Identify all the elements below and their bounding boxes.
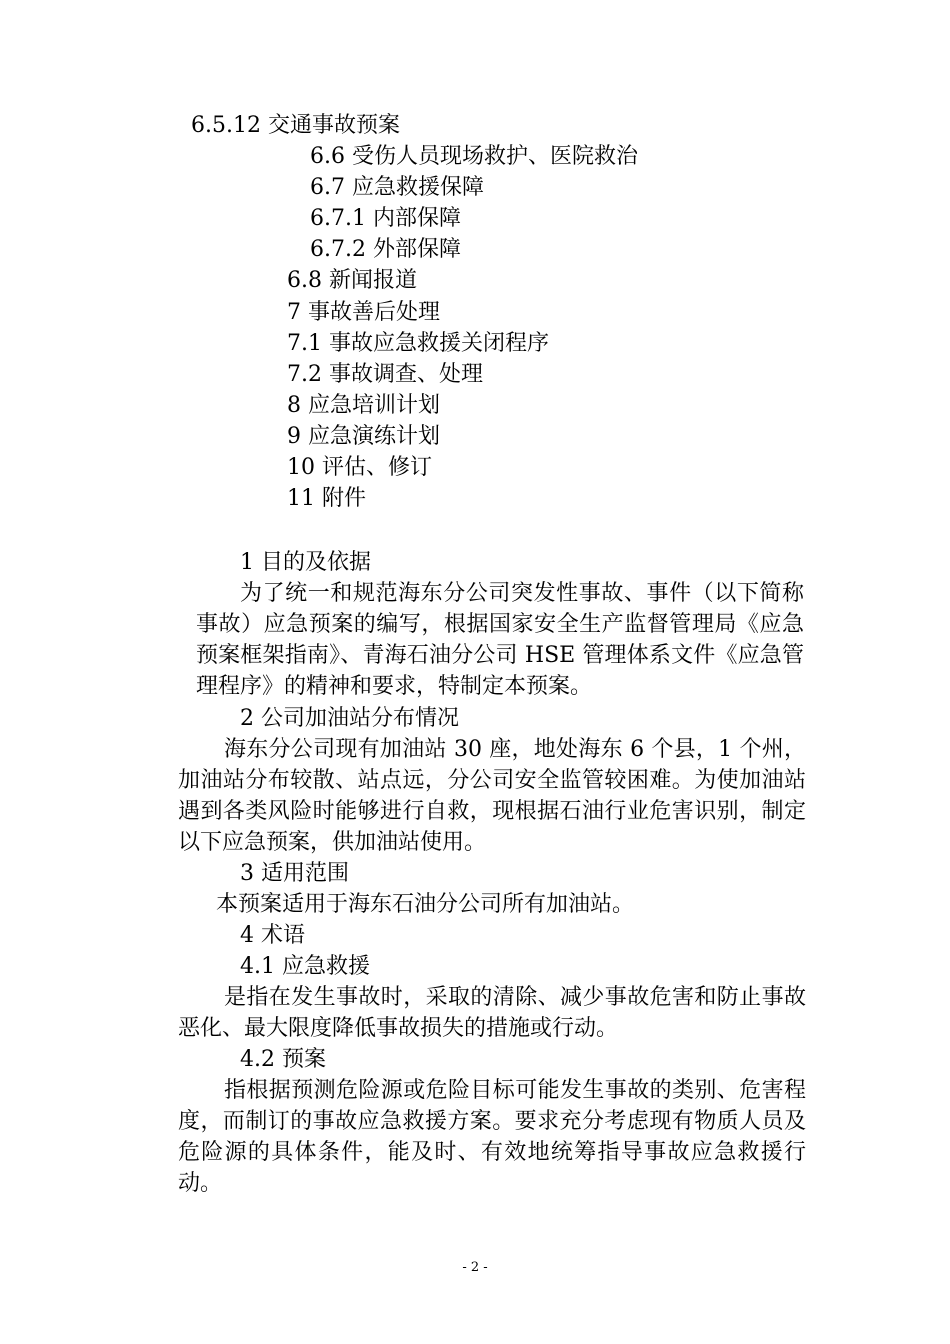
toc-line: 6.7 应急救援保障 <box>310 175 484 200</box>
toc-line: 8 应急培训计划 <box>287 393 440 418</box>
toc-line: 6.8 新闻报道 <box>287 268 417 293</box>
section-heading: 1 目的及依据 <box>240 550 371 575</box>
toc-line: 6.7.2 外部保障 <box>310 237 461 262</box>
subsection-heading: 4.2 预案 <box>240 1047 326 1072</box>
section-heading: 3 适用范围 <box>240 861 349 886</box>
section-paragraph: 海东分公司现有加油站 30 座，地处海东 6 个县，1 个州，加油站分布较散、站点远，分公司安全监管较困难。为使加油站遇到各类风险时能够进行自救，现根据石油行业危害识别，制定以下应急预案，供加油站使用。 <box>178 737 806 855</box>
section-paragraph: 是指在发生事故时，采取的清除、减少事故危害和防止事故恶化、最大限度降低事故损失的措施或行动。 <box>178 985 806 1041</box>
section-paragraph: 指根据预测危险源或危险目标可能发生事故的类别、危害程度，而制订的事故应急救援方案。要求充分考虑现有物质人员及危险源的具体条件，能及时、有效地统筹指导事故应急救援行动。 <box>178 1078 806 1196</box>
section-paragraph: 为了统一和规范海东分公司突发性事故、事件（以下简称事故）应急预案的编写，根据国家安全生产监督管理局《应急预案框架指南》、青海石油分公司 HSE 管理体系文件《应急管理程序》的精神和要求，特制定本预案。 <box>196 581 804 699</box>
toc-line: 7.2 事故调查、处理 <box>287 362 483 387</box>
subsection-heading: 4.1 应急救援 <box>240 954 370 979</box>
toc-line: 7.1 事故应急救援关闭程序 <box>287 331 549 356</box>
toc-line: 6.5.12 交通事故预案 <box>191 113 400 138</box>
toc-line: 6.6 受伤人员现场救护、医院救治 <box>310 144 638 169</box>
toc-line: 10 评估、修订 <box>287 455 432 480</box>
section-paragraph: 本预案适用于海东石油分公司所有加油站。 <box>216 892 635 917</box>
page-number: - 2 - <box>462 1260 488 1275</box>
section-heading: 4 术语 <box>240 923 305 948</box>
toc-line: 7 事故善后处理 <box>287 300 440 325</box>
section-heading: 2 公司加油站分布情况 <box>240 706 459 731</box>
toc-line: 6.7.1 内部保障 <box>310 206 461 231</box>
toc-line: 11 附件 <box>287 486 366 511</box>
toc-line: 9 应急演练计划 <box>287 424 440 449</box>
